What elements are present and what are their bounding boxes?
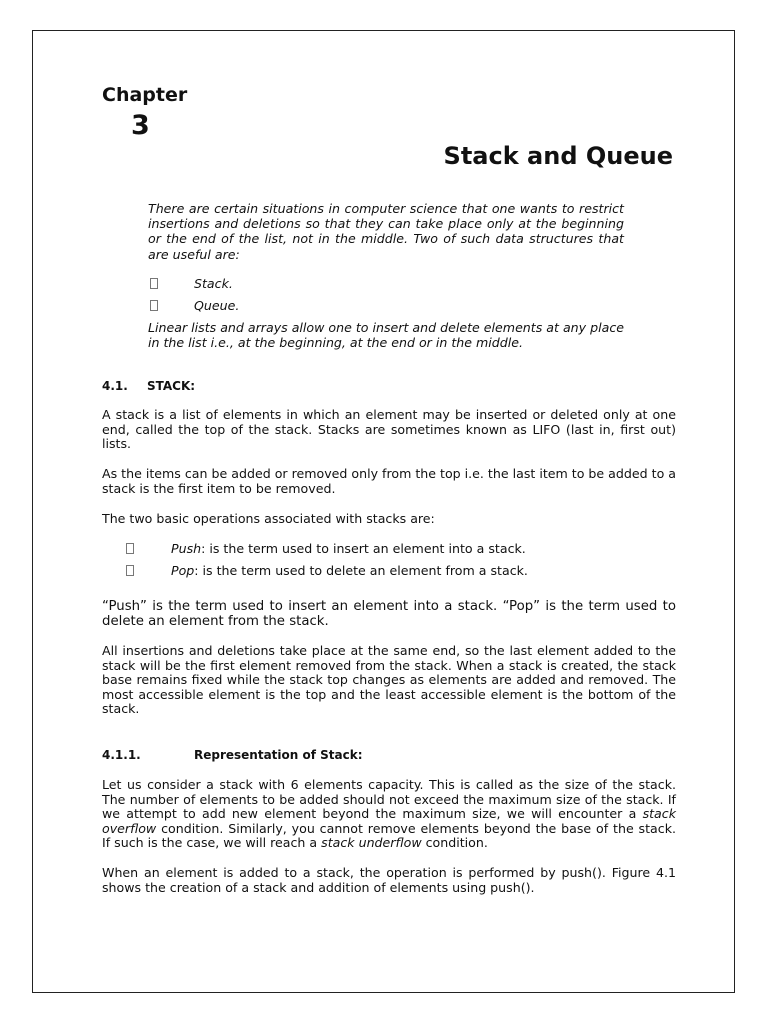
- bullet-box-icon: [150, 278, 158, 289]
- list-item: [148, 276, 233, 298]
- subsection-heading: [102, 748, 363, 762]
- list-item-label: Queue.: [194, 298, 240, 313]
- operation-term: Pop: [171, 563, 195, 578]
- section-title: STACK:: [147, 379, 196, 393]
- intro-list: [148, 276, 240, 320]
- section-heading: [102, 379, 195, 393]
- subsection-number: 4.1.1.: [102, 748, 141, 762]
- emphasis-stack-underflow: stack underflow: [321, 835, 422, 851]
- chapter-label: Chapter: [102, 84, 188, 106]
- text-run: condition.: [421, 835, 488, 851]
- bullet-box-icon: [150, 300, 158, 311]
- operation-desc: : is the term used to insert an element into a stack.: [201, 541, 526, 556]
- subsection-title: Representation of Stack:: [194, 748, 363, 762]
- paragraph-stack-definition: A stack is a list of elements in which an element may be inserted or deleted only at one end, called the top of the stack. Stacks are sometimes known as LIFO (last in, first out) lists.: [102, 407, 676, 452]
- operation-term: Push: [171, 541, 202, 556]
- bullet-box-icon: [126, 543, 134, 554]
- emphasis-stack-overflow: stack overflow: [102, 806, 676, 836]
- paragraph-same-end: All insertions and deletions take place at the same end, so the last element added to the stack will be the first element removed from the stack. When a stack is created, the stack base remains fixed while the stack top changes as elements are added and removed. The most accessible element is the top and the least accessible element is the bottom of the stack.: [102, 643, 676, 717]
- section-number: 4.1.: [102, 379, 128, 393]
- list-item: [148, 298, 240, 320]
- paragraph-push-pop: “Push” is the term used to insert an element into a stack. “Pop” is the term used to delete an element from the stack.: [102, 599, 676, 629]
- list-item: [126, 563, 528, 585]
- text-run: Let us consider a stack with 6 elements capacity. This is called as the size of the stack. The number of elements to be added should not exceed the maximum size of the stack. If we attempt to add new element beyond the maximum size, we will encounter a: [102, 777, 676, 822]
- list-item-label: Stack.: [194, 276, 233, 291]
- text-run: condition. Similarly, you cannot remove elements beyond the base of the stack. If such is the case, we will reach a: [102, 820, 676, 851]
- intro-outro-paragraph: Linear lists and arrays allow one to insert and delete elements at any place in the list i.e., at the beginning, at the end or in the middle.: [148, 320, 624, 351]
- paragraph-top-removal: As the items can be added or removed only from the top i.e. the last item to be added to a stack is the first item to be removed.: [102, 466, 676, 496]
- bullet-box-icon: [126, 565, 134, 576]
- chapter-title: Stack and Queue: [443, 142, 673, 170]
- paragraph-operations-intro: The two basic operations associated with stacks are:: [102, 511, 435, 526]
- paragraph-push-figure: When an element is added to a stack, the operation is performed by push(). Figure 4.1 shows the creation of a stack and addition of elements using push().: [102, 865, 676, 895]
- operation-desc: : is the term used to delete an element from a stack.: [194, 563, 528, 578]
- operations-list: [126, 541, 528, 585]
- list-item: [126, 541, 526, 563]
- operation-text: [171, 563, 528, 578]
- operation-text: [171, 541, 526, 556]
- intro-paragraph: There are certain situations in computer science that one wants to restrict insertions and deletions so that they can take place only at the beginning or the end of the list, not in the middle. Two of such data structures that are useful are:: [148, 201, 624, 262]
- chapter-number: 3: [131, 110, 150, 141]
- paragraph-stack-capacity: [102, 778, 676, 851]
